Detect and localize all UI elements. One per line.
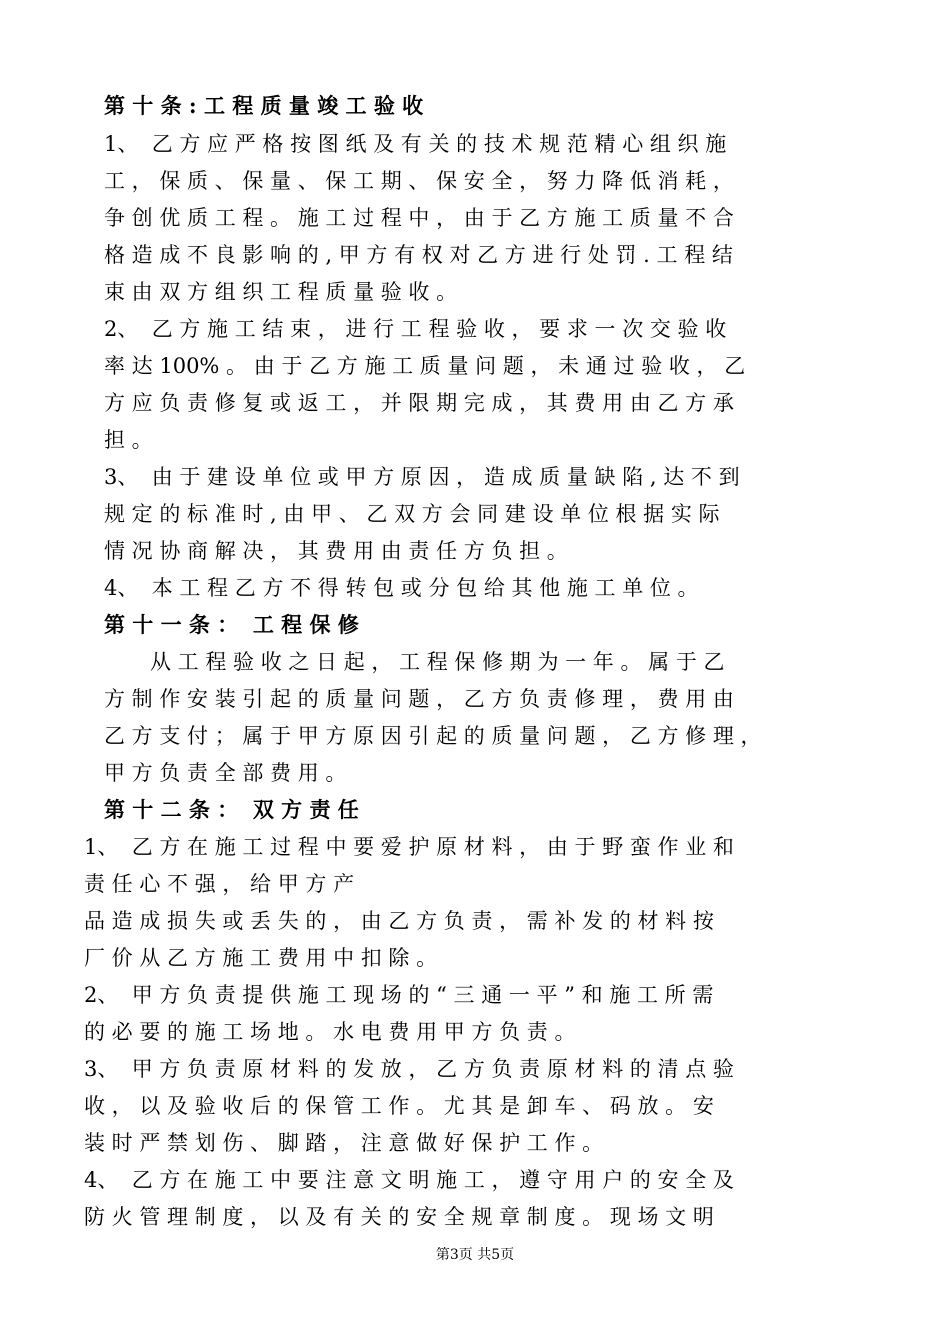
article-11-line: 乙 方 支 付 ； 属 于 甲 方 原 因 引 起 的 质 量 问 题 ， 乙 方 修 理 ，: [104, 724, 762, 748]
article-10-heading: 第 十 条 : 工 程 质 量 竣 工 验 收: [104, 93, 424, 118]
article-10-line: 规 定 的 标 准 时 , 由 甲 、 乙 双 方 会 同 建 设 单 位 根 据 实 际: [104, 502, 720, 526]
article-12-line: 厂 价 从 乙 方 施 工 费 用 中 扣 除 。: [84, 946, 438, 970]
article-11-line: 从 工 程 验 收 之 日 起 ， 工 程 保 修 期 为 一 年 。 属 于 乙: [150, 650, 725, 674]
article-11-heading: 第 十 一 条 ： 工 程 保 修: [104, 612, 359, 637]
article-12-line: 收 ， 以 及 验 收 后 的 保 管 工 作 。 尤 其 是 卸 车 、 码 放 。 安: [84, 1094, 714, 1118]
article-10-line: 情 况 协 商 解 决 ， 其 费 用 由 责 任 方 负 担 。: [104, 539, 568, 563]
article-12-line: 防 火 管 理 制 度 ， 以 及 有 关 的 安 全 规 章 制 度 。 现 场 文 明: [84, 1205, 714, 1229]
article-10-line: 格 造 成 不 良 影 响 的 , 甲 方 有 权 对 乙 方 进 行 处 罚 . 工 程 结: [104, 243, 733, 267]
page-number-footer: 第3页 共5页: [435, 1247, 515, 1263]
article-12-line: 3、 甲 方 负 责 原 材 料 的 发 放 ， 乙 方 负 责 原 材 料 的 清 点 验: [84, 1057, 734, 1081]
article-10-line: 2、 乙 方 施 工 结 束 ， 进 行 工 程 验 收 ， 要 求 一 次 交 验 收: [104, 317, 727, 341]
article-10-line: 工 ， 保 质 、 保 量 、 保 工 期 、 保 安 全 ， 努 力 降 低 消 耗 ，: [104, 169, 734, 193]
article-12-line: 的 必 要 的 施 工 场 地 。 水 电 费 用 甲 方 负 责 。: [84, 1020, 576, 1044]
article-10-line: 3、 由 于 建 设 单 位 或 甲 方 原 因 ， 造 成 质 量 缺 陷 , 达 不 到: [104, 465, 740, 489]
article-10-line: 1、 乙 方 应 严 格 按 图 纸 及 有 关 的 技 术 规 范 精 心 组 织 施: [104, 132, 727, 156]
article-10-line: 担 。: [104, 428, 153, 452]
article-10-line: 率 达 100% 。 由 于 乙 方 施 工 质 量 问 题 ， 未 通 过 验 收 ， 乙: [104, 354, 746, 378]
article-10-line: 争 创 优 质 工 程 。 施 工 过 程 中 ， 由 于 乙 方 施 工 质 量 不 合: [104, 206, 734, 230]
article-11-line: 方 制 作 安 装 引 起 的 质 量 问 题 ， 乙 方 负 责 修 理 ， 费 用 由: [104, 687, 734, 711]
article-11-line: 甲 方 负 责 全 部 费 用 。: [104, 761, 347, 785]
article-10-line: 4、 本 工 程 乙 方 不 得 转 包 或 分 包 给 其 他 施 工 单 位 。: [104, 576, 699, 600]
article-12-line: 品 造 成 损 失 或 丢 失 的 ， 由 乙 方 负 责 ， 需 补 发 的 材 料 按: [84, 909, 714, 933]
article-10-line: 方 应 负 责 修 复 或 返 工 ， 并 限 期 完 成 ， 其 费 用 由 乙 方 承: [104, 391, 734, 415]
article-10-line: 束 由 双 方 组 织 工 程 质 量 验 收 。: [104, 280, 458, 304]
article-12-line: 装 时 严 禁 划 伤 、 脚 踏 ， 注 意 做 好 保 护 工 作 。: [84, 1131, 604, 1155]
article-12-line: 4、 乙 方 在 施 工 中 要 注 意 文 明 施 工 ， 遵 守 用 户 的 安 全 及: [84, 1168, 734, 1192]
article-12-line: 1、 乙 方 在 施 工 过 程 中 要 爱 护 原 材 料 ， 由 于 野 蛮 作 业 和: [84, 835, 734, 859]
article-12-line: 责 任 心 不 强 ， 给 甲 方 产: [84, 872, 355, 896]
article-12-heading: 第 十 二 条 ： 双 方 责 任: [104, 797, 359, 822]
article-12-line: 2、 甲 方 负 责 提 供 施 工 现 场 的 “ 三 通 一 平 ” 和 施 工 所 需: [84, 983, 714, 1007]
